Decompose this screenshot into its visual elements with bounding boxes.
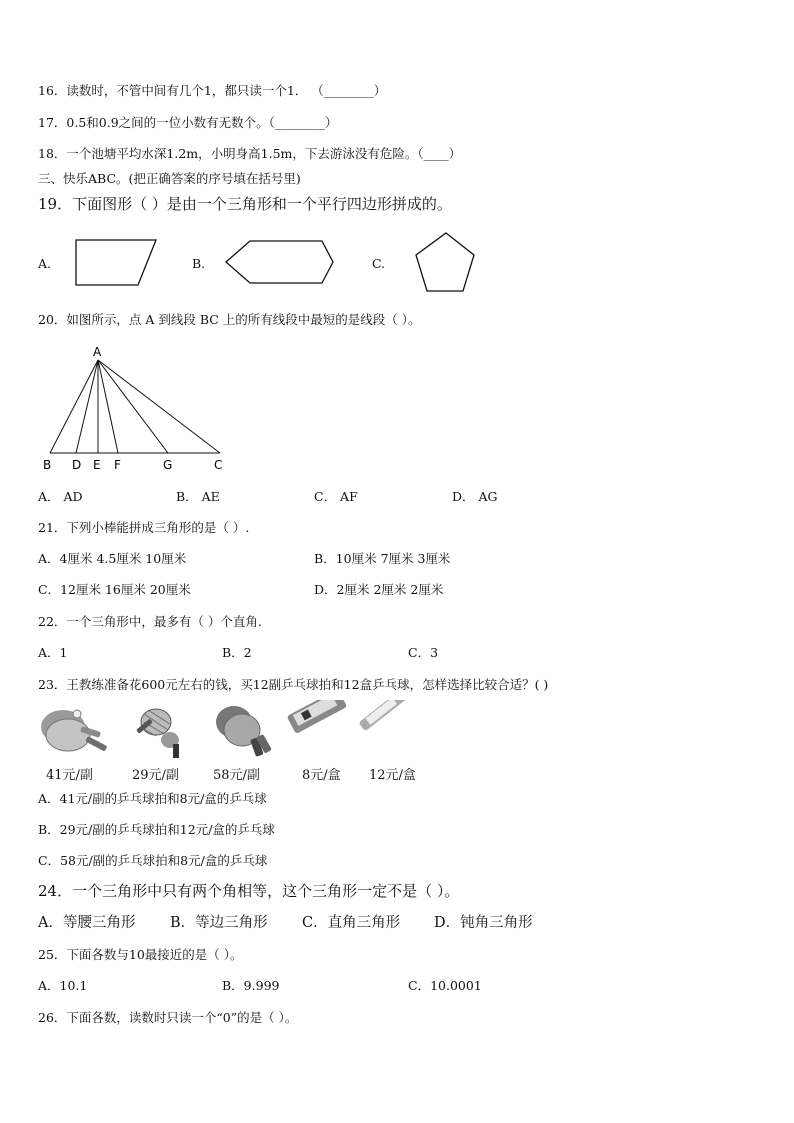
price-label-balls-8: 8元/盒 — [302, 768, 341, 783]
price-label-paddle-41: 41元/副 — [46, 768, 93, 783]
q23-option-c: C．58元/副的乒乓球拍和8元/盒的乒乓球 — [38, 853, 268, 868]
ball-tube-image-12 — [358, 700, 409, 731]
q22-option-b: B．2 — [222, 645, 252, 660]
point-label-a: A — [93, 345, 102, 359]
trapezoid-shape-a — [76, 240, 156, 285]
question-26: 26．下面各数，读数时只读一个“0”的是（ ）。 — [38, 1010, 298, 1025]
question-23: 23．王教练准备花600元左右的钱，买12副乒乓球拍和12盒乒乓球，怎样选择比较合适？( ) — [38, 677, 549, 692]
q21-option-d: D．2厘米 2厘米 2厘米 — [314, 582, 444, 597]
question-21: 21．下列小棒能拼成三角形的是（ ）. — [38, 520, 250, 535]
q23-option-b: B．29元/副的乒乓球拍和12元/盒的乒乓球 — [38, 822, 275, 837]
segment-ac — [98, 360, 220, 453]
price-label-balls-12: 12元/盒 — [369, 768, 416, 783]
paddle-image-41 — [41, 710, 107, 752]
question-20: 20．如图所示，点 A 到线段 BC 上的所有线段中最短的是线段（ ）。 — [38, 312, 421, 327]
q20-option-d: D． AG — [452, 489, 498, 504]
paddle-image-29 — [136, 709, 179, 758]
question-25: 25．下面各数与10最接近的是（ ）。 — [38, 947, 243, 962]
point-label-c: C — [214, 458, 223, 472]
question-17: 17．0.5和0.9之间的一位小数有无数个。（________） — [38, 115, 338, 130]
q24-option-c: C．直角三角形 — [302, 915, 401, 931]
point-label-b: B — [43, 458, 52, 472]
q19-option-b-label: B. — [192, 256, 206, 271]
point-label-d: D — [72, 458, 82, 472]
question-24: 24．一个三角形中只有两个角相等，这个三角形一定不是（ ）。 — [38, 882, 460, 900]
price-label-paddle-58: 58元/副 — [213, 768, 260, 783]
q24-option-a: A．等腰三角形 — [38, 915, 136, 931]
ball-tube-image-8 — [287, 700, 348, 734]
point-label-f: F — [114, 458, 121, 472]
paddle-image-58 — [216, 706, 272, 757]
q21-option-c: C．12厘米 16厘米 20厘米 — [38, 582, 191, 597]
pentagon-shape-b — [226, 241, 333, 283]
question-18: 18．一个池塘平均水深1.2m，小明身高1.5m，下去游泳没有危险。（____） — [38, 146, 462, 161]
q20-triangle-diagram — [30, 340, 240, 475]
q25-option-a: A．10.1 — [38, 978, 88, 993]
point-label-g: G — [163, 458, 173, 472]
q25-option-b: B．9.999 — [222, 978, 280, 993]
q19-shapes — [0, 0, 794, 310]
segment-ad — [76, 360, 98, 453]
q25-option-c: C．10.0001 — [408, 978, 482, 993]
q20-option-a: A． AD — [38, 489, 83, 504]
q23-product-images — [30, 700, 450, 762]
question-22: 22．一个三角形中，最多有（ ）个直角. — [38, 614, 262, 629]
point-label-e: E — [93, 458, 101, 472]
segment-ab — [50, 360, 98, 453]
price-label-paddle-29: 29元/副 — [132, 768, 179, 783]
section-heading-3: 三、快乐ABC。(把正确答案的序号填在括号里) — [38, 171, 301, 186]
q24-option-d: D．钝角三角形 — [434, 915, 533, 931]
q20-option-b: B． AE — [176, 489, 220, 504]
q22-option-c: C．3 — [408, 645, 439, 660]
q19-option-c-label: C. — [372, 256, 386, 271]
q22-option-a: A．1 — [38, 645, 68, 660]
q23-option-a: A．41元/副的乒乓球拍和8元/盒的乒乓球 — [38, 791, 267, 806]
q21-option-b: B．10厘米 7厘米 3厘米 — [314, 551, 451, 566]
q24-option-b: B．等边三角形 — [170, 915, 268, 931]
pentagon-shape-c — [416, 233, 474, 291]
q20-option-c: C． AF — [314, 489, 358, 504]
q21-option-a: A．4厘米 4.5厘米 10厘米 — [38, 551, 187, 566]
q19-option-a-label: A. — [38, 256, 52, 271]
question-16: 16．读数时，不管中间有几个1，都只读一个1． （________） — [38, 83, 387, 98]
question-19: 19．下面图形（ ）是由一个三角形和一个平行四边形拼成的。 — [38, 195, 452, 213]
